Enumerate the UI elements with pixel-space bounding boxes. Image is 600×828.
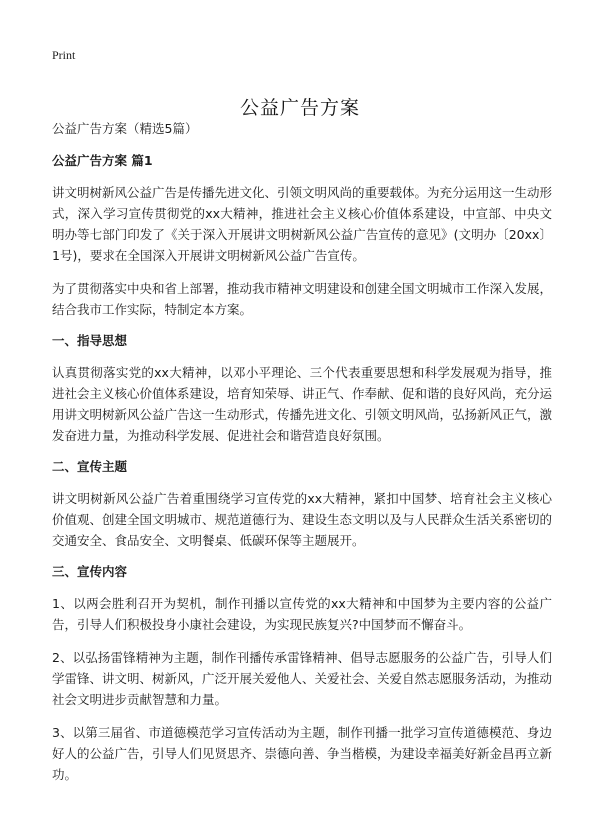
content-item-1: 1、以两会胜利召开为契机，制作刊播以宣传党的xx大精神和中国梦为主要内容的公益广告，引导人们积极投身小康社会建设，为实现民族复兴?中国梦而不懈奋斗。 (52, 596, 552, 632)
print-link[interactable]: Print (52, 48, 76, 62)
document-body (52, 120, 552, 797)
page-title: 公益广告方案 (239, 96, 360, 119)
content-item-2: 2、以弘扬雷锋精神为主题，制作刊播传承雷锋精神、倡导志愿服务的公益广告，引导人们学雷锋、讲文明、树新风，广泛开展关爱他人、关爱社会、关爱自然志愿服务活动，为推动社会文明进步贡献智慧和力量。 (52, 650, 553, 707)
heading-theme: 二、宣传主题 (52, 459, 128, 474)
paragraph-theme: 讲文明树新风公益广告着重围绕学习宣传党的xx大精神，紧扣中国梦、培育社会主义核心价值观、创建全国文明城市、规范道德行为、建设生态文明以及与人民群众生活关系密切的交通安全、食品安全、文明餐桌、低碳环保等主题展开。 (52, 491, 553, 548)
intro-paragraph: 为了贯彻落实中央和省上部署，推动我市精神文明建设和创建全国文明城市工作深入发展，结合我市工作实际，特制定本方案。 (52, 281, 553, 317)
intro-paragraph: 讲文明树新风公益广告是传播先进文化、引领文明风尚的重要载体。为充分运用这一生动形式，深入学习宣传贯彻党的xx大精神，推进社会主义核心价值体系建设，中宣部、中央文明办等七部门印发了《关于深入开展讲文明树新风公益广告宣传的意见》(文明办〔20xx〕1号)，要求在全国深入开展讲文明树新风公益广告宣传。 (52, 185, 553, 263)
section-title: 公益广告方案 篇1 (52, 153, 153, 168)
heading-content: 三、宣传内容 (52, 564, 128, 579)
document-subtitle: 公益广告方案（精选5篇） (52, 121, 198, 136)
paragraph-guiding-ideology: 认真贯彻落实党的xx大精神，以邓小平理论、三个代表重要思想和科学发展观为指导，推进社会主义核心价值体系建设，培育知荣辱、讲正气、作奉献、促和谐的良好风尚，充分运用讲文明树新风公益广告这一生动形式，传播先进文化、引领文明风尚，弘扬新风正气，激发奋进力量，为推动科学发展、促进社会和谐营造良好氛围。 (52, 365, 553, 443)
heading-guiding-ideology: 一、指导思想 (52, 333, 128, 348)
content-item-3: 3、以第三届省、市道德模范学习宣传活动为主题，制作刊播一批学习宣传道德模范、身边好人的公益广告，引导人们见贤思齐、崇德向善、争当楷模，为建设幸福美好新金昌再立新功。 (52, 725, 553, 782)
